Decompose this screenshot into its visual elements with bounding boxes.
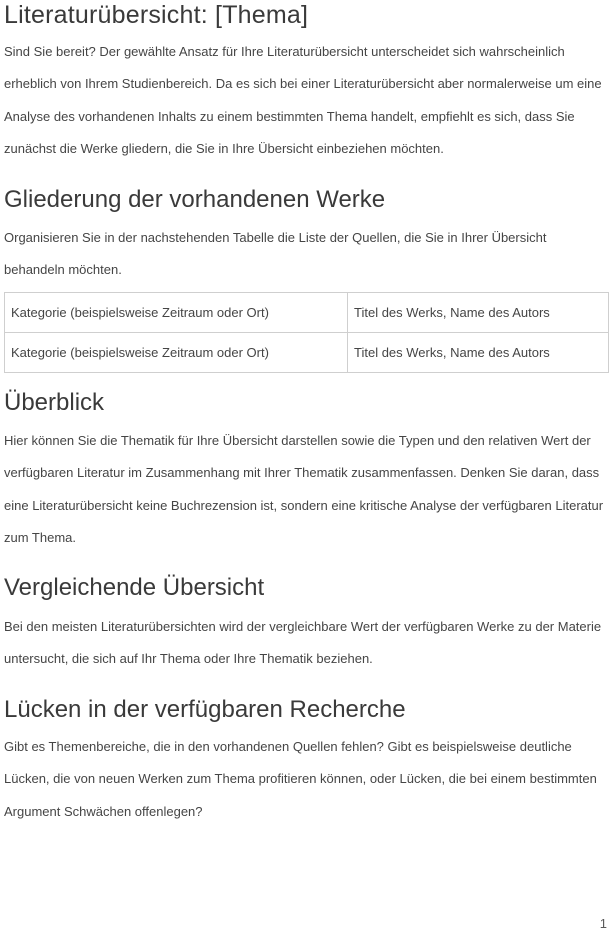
section-heading-structure[interactable]: Gliederung der vorhandenen Werke [4, 186, 386, 213]
table-cell-work-title[interactable]: Titel des Werks, Name des Autors [348, 333, 609, 373]
section-heading-overview[interactable]: Überblick [4, 389, 105, 416]
section-heading-comparison[interactable]: Vergleichende Übersicht [4, 574, 265, 601]
section-body-overview[interactable]: Hier können Sie die Thematik für Ihre Übersicht darstellen sowie die Typen und den relativen Wert der verfügbaren Literatur im Zusammenhang mit Ihrer Thematik zusammenfassen. Denken Sie daran, dass eine Literaturübersicht keine Buchrezension ist, sondern eine kritische Analyse der verfügbaren Literatur zum Thema. [4, 433, 604, 545]
table-cell-work-title[interactable]: Titel des Werks, Name des Autors [348, 293, 609, 333]
table-cell-category[interactable]: Kategorie (beispielsweise Zeitraum oder Ort) [5, 333, 348, 373]
works-table [4, 292, 609, 373]
table-row [5, 333, 609, 373]
section-body-comparison[interactable]: Bei den meisten Literaturübersichten wird der vergleichbare Wert der verfügbaren Werke zu der Materie untersucht, die sich auf Ihr Thema oder Ihre Thematik beziehen. [4, 619, 602, 667]
section-heading-gaps[interactable]: Lücken in der verfügbaren Recherche [4, 696, 406, 723]
intro-paragraph[interactable]: Sind Sie bereit? Der gewählte Ansatz für Ihre Literaturübersicht unterscheidet sich wahrscheinlich erheblich von Ihrem Studienbereich. Da es sich bei einer Literaturübersicht aber normalerweise um eine Analyse des vorhandenen Inhalts zu einem bestimmten Thema handelt, empfiehlt es sich, dass Sie zunächst die Werke gliedern, die Sie in Ihre Übersicht einbeziehen möchten. [4, 44, 602, 156]
document-title[interactable]: Literaturübersicht: [Thema] [4, 1, 309, 29]
section-body-gaps[interactable]: Gibt es Themenbereiche, die in den vorhandenen Quellen fehlen? Gibt es beispielsweise deutliche Lücken, die von neuen Werken zum Thema profitieren können, oder Lücken, die bei einem bestimmten Argument Schwächen offenlegen? [4, 739, 597, 819]
page-number: 1 [599, 916, 607, 931]
table-cell-category[interactable]: Kategorie (beispielsweise Zeitraum oder Ort) [5, 293, 348, 333]
section-body-structure[interactable]: Organisieren Sie in der nachstehenden Tabelle die Liste der Quellen, die Sie in Ihrer Übersicht behandeln möchten. [4, 230, 547, 278]
table-row [5, 293, 609, 333]
